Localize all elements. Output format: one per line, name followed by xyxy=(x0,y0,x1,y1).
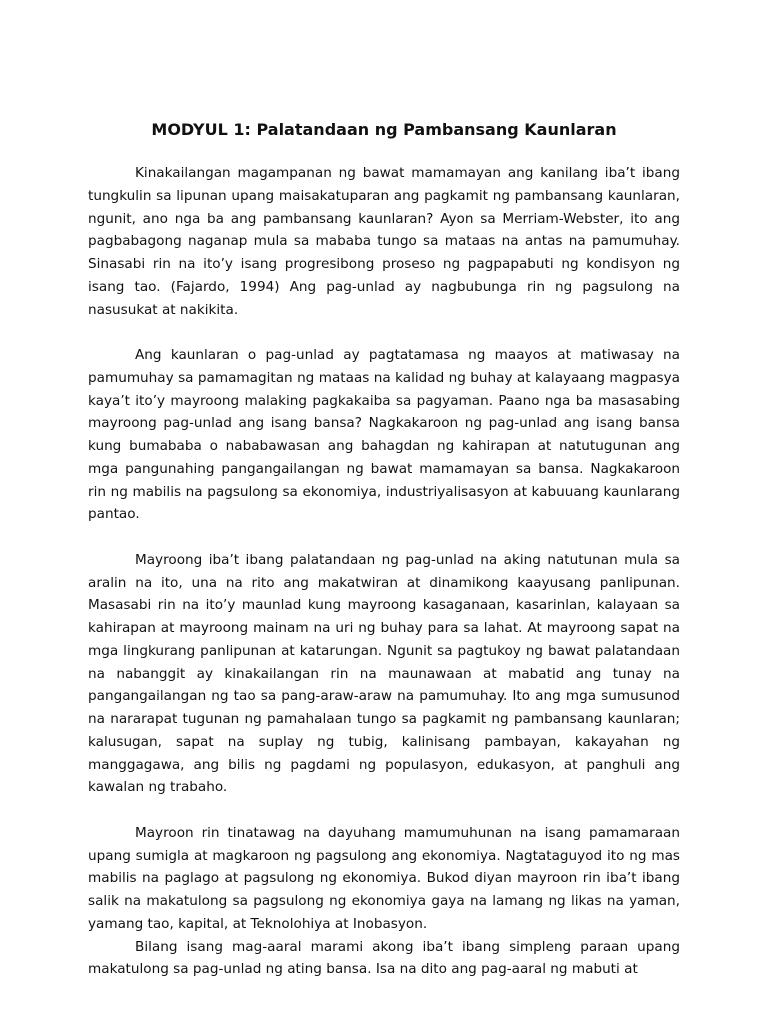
paragraph-2: Ang kaunlaran o pag-unlad ay pagtatamasa ng maayos at matiwasay na pamumuhay sa pamamagitan ng mataas na kalidad ng buhay at kalayaang magpasya kaya’t ito’y mayroong malaking pagkakaiba sa pagyaman. Paano nga ba masasabing mayroong pag-unlad ang isang bansa? Nagkakaroon ng pag-unlad ang isang bansa kung bumababa o nababawasan ang bahagdan ng kahirapan at natutugunan ang mga pangunahing pangangailangan ng bawat mamamayan sa bansa. Nagkakaroon rin ng mabilis na pagsulong sa ekonomiya, industriyalisasyon at kabuuang kaunlarang pantao. xyxy=(88,347,680,523)
paragraph-5: Bilang isang mag-aaral marami akong iba’t ibang simpleng paraan upang makatulong sa pag-unlad ng ating bansa. Isa na dito ang pag-aaral ng mabuti at xyxy=(88,938,680,978)
paragraph-3: Mayroong iba’t ibang palatandaan ng pag-unlad na aking natutunan mula sa aralin na ito, una na rito ang makatwiran at dinamikong kaayusang panlipunan. Masasabi rin na ito’y maunlad kung mayroong kasaganaan, kasarinlan, kalayaan sa kahirapan at mayroong mainam na uri ng buhay para sa lahat. At mayroong sapat na mga lingkurang panlipunan at katarungan. Ngunit sa pagtukoy ng bawat palatandaan na nabanggit ay kinakailangan rin na maunawaan at mabatid ang tunay na pangangailangan ng tao sa pang-araw-araw na pamumuhay. Ito ang mga sumusunod na nararapat tugunan ng pamahalaan tungo sa pagkamit ng pambansang kaunlaran; kalusugan, sapat na suplay ng tubig, kalinisang pambayan, kakayahan ng manggagawa, ang bilis ng pagdami ng populasyon, edukasyon, at panghuli ang kawalan ng trabaho. xyxy=(88,551,680,796)
document-title: MODYUL 1: Palatandaan ng Pambansang Kaunlaran xyxy=(151,120,617,139)
paragraph-1: Kinakailangan magampanan ng bawat mamamayan ang kanilang iba’t ibang tungkulin sa lipunan upang maisakatuparan ang pagkamit ng pambansang kaunlaran, ngunit, ano nga ba ang pambansang kaunlaran? Ayon sa Merriam-Webster, ito ang pagbabagong naganap mula sa mababa tungo sa mataas na antas na pamumuhay. Sinasabi rin na ito’y isang progresibong proseso ng pagpapabuti ng kondisyon ng isang tao. (Fajardo, 1994) Ang pag-unlad ay nagbubunga rin ng pagsulong na nasusukat at nakikita. xyxy=(88,165,680,318)
paragraph-4: Mayroon rin tinatawag na dayuhang mamumuhunan na isang pamamaraan upang sumigla at magkaroon ng pagsulong ang ekonomiya. Nagtataguyod ito ng mas mabilis na paglago at pagsulong ng ekonomiya. Bukod diyan mayroon rin iba’t ibang salik na makatulong sa pagsulong ng ekonomiya gaya na lamang ng likas na yaman, yamang tao, kapital, at Teknolohiya at Inobasyon. xyxy=(88,824,680,932)
document-body xyxy=(88,162,680,981)
